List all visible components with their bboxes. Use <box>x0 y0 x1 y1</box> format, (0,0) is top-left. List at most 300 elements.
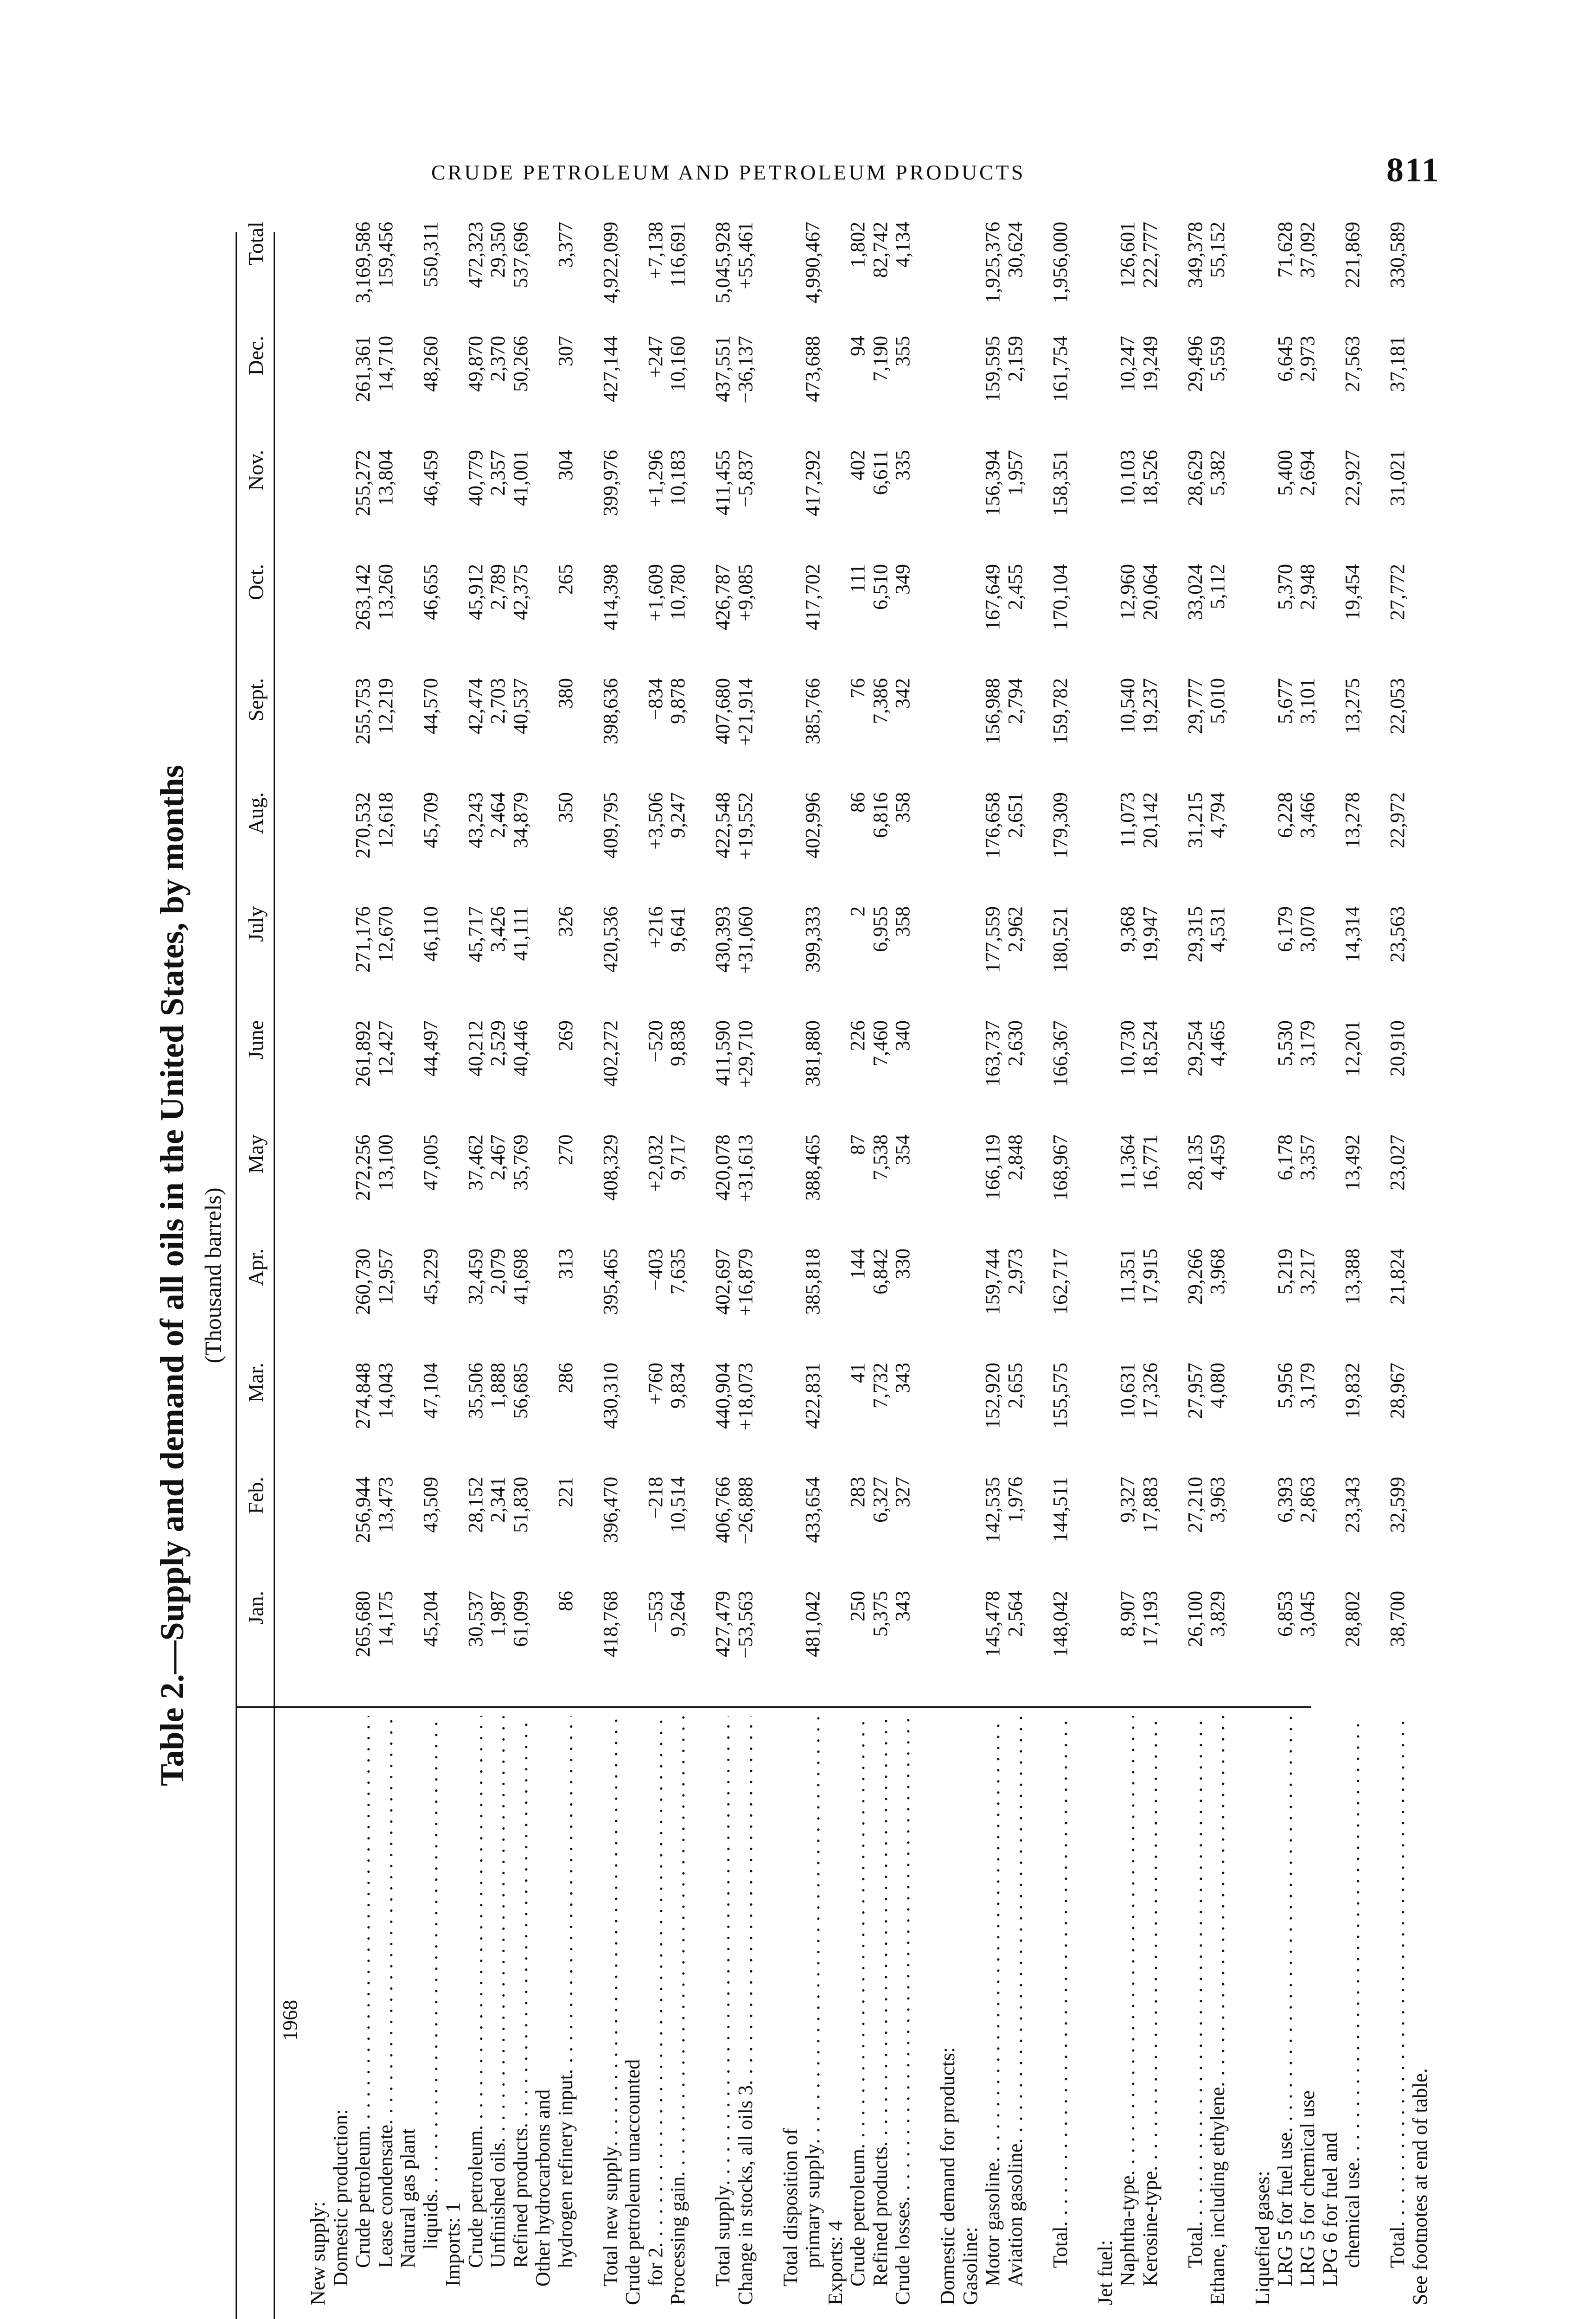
table-cell: 3,179 <box>1296 1363 1319 1409</box>
table-cell: +55,461 <box>734 222 757 289</box>
table-cell: 6,510 <box>868 564 892 610</box>
table-cell: +247 <box>644 336 667 378</box>
table-cell: 3,357 <box>1296 1134 1319 1180</box>
table-cell: 14,043 <box>374 1363 397 1419</box>
table-cell: 265 <box>554 564 577 595</box>
table-cell: 437,551 <box>711 336 734 402</box>
column-header: Feb. <box>244 1477 268 1514</box>
table-cell: 261,892 <box>351 1020 374 1087</box>
table-cell: 18,526 <box>1138 450 1162 506</box>
table-cell: 388,465 <box>801 1134 824 1201</box>
row-label: Processing gain . . . <box>666 1716 689 2305</box>
table-cell: 167,649 <box>981 564 1004 630</box>
table-cell: 350 <box>554 792 577 823</box>
table-cell: 180,521 <box>1048 906 1072 973</box>
table-cell: 10,514 <box>666 1477 689 1533</box>
table-cell: 18,524 <box>1138 1020 1162 1076</box>
table-cell: 87 <box>846 1134 869 1155</box>
table-cell: 261,361 <box>351 336 374 402</box>
table-cell: 19,249 <box>1138 336 1162 392</box>
table-cell: 272,256 <box>351 1134 374 1201</box>
table-cell: 155,575 <box>1048 1363 1072 1429</box>
column-header: Aug. <box>244 792 268 834</box>
table-cell: 221,869 <box>1341 222 1364 288</box>
table-cell: 27,563 <box>1341 336 1364 392</box>
table-cell: 41 <box>846 1363 869 1383</box>
row-label: Natural gas plant <box>396 2128 419 2268</box>
table-cell: 6,179 <box>1273 906 1296 952</box>
table-cell: 2,529 <box>486 1020 509 1066</box>
table-cell: 422,548 <box>711 792 734 858</box>
table-cell: 29,496 <box>1183 336 1207 392</box>
table-cell: 426,787 <box>711 564 734 630</box>
table-cell: 2 <box>846 906 869 916</box>
table-cell: 44,570 <box>419 678 442 734</box>
table-cell: 7,460 <box>868 1020 892 1066</box>
table-cell: +1,296 <box>644 450 667 507</box>
table-cell: 23,563 <box>1386 906 1409 962</box>
table-cell: 142,535 <box>981 1477 1004 1543</box>
table-cell: 255,272 <box>351 450 374 516</box>
table-cell: 409,795 <box>599 792 622 858</box>
table-cell: 49,870 <box>464 336 487 392</box>
row-label: for 2 . . . <box>644 1716 667 2287</box>
row-label: Domestic production: <box>329 2109 352 2287</box>
table-cell: 4,465 <box>1206 1020 1229 1066</box>
table-cell: 45,912 <box>464 564 487 620</box>
table-cell: 50,266 <box>509 336 532 392</box>
table-cell: 159,456 <box>374 222 397 288</box>
table-cell: 398,636 <box>599 678 622 744</box>
column-header: Apr. <box>244 1249 268 1286</box>
column-header: Dec. <box>244 336 268 376</box>
table-cell: 126,601 <box>1116 222 1139 288</box>
table-cell: 2,467 <box>486 1134 509 1180</box>
table-cell: 21,824 <box>1386 1249 1409 1305</box>
table-cell: 48,260 <box>419 336 442 392</box>
table-cell: 5,370 <box>1273 564 1296 610</box>
table-cell: 3,968 <box>1206 1249 1229 1294</box>
table-cell: 5,677 <box>1273 678 1296 724</box>
table-cell: 9,264 <box>666 1591 689 1637</box>
table-cell: +31,613 <box>734 1134 757 1202</box>
table-cell: 7,386 <box>868 678 892 724</box>
table-cell: 161,754 <box>1048 336 1072 402</box>
table-cell: 61,099 <box>509 1591 532 1647</box>
table-cell: 420,078 <box>711 1134 734 1201</box>
table-cell: 12,427 <box>374 1020 397 1076</box>
table-cell: 17,193 <box>1138 1591 1162 1647</box>
table-cell: 33,024 <box>1183 564 1207 620</box>
table-cell: 8,907 <box>1116 1591 1139 1637</box>
table-cell: 4,990,467 <box>801 222 824 303</box>
row-label: Motor gasoline . . . <box>981 1716 1004 2287</box>
table-cell: 6,645 <box>1273 336 1296 382</box>
table-cell: 3,169,586 <box>351 222 374 303</box>
table-cell: 402 <box>846 450 869 480</box>
table-cell: 255,753 <box>351 678 374 744</box>
table-cell: 2,848 <box>1003 1134 1027 1180</box>
table-cell: 166,367 <box>1048 1020 1072 1087</box>
table-cell: 313 <box>554 1249 577 1279</box>
row-label: primary supply . . . <box>801 1716 824 2268</box>
table-cell: 10,103 <box>1116 450 1139 506</box>
table-cell: 354 <box>891 1134 914 1165</box>
row-label: Crude petroleum unaccounted <box>621 2059 644 2305</box>
row-label: Other hydrocarbons and <box>531 2089 554 2287</box>
table-cell: 330,589 <box>1386 222 1409 288</box>
table-cell: 27,957 <box>1183 1363 1207 1419</box>
row-label: Ethane, including ethylene . . . <box>1206 1716 1229 2305</box>
table-cell: 9,838 <box>666 1020 689 1066</box>
table-cell: 349,378 <box>1183 222 1207 288</box>
table-cell: 22,972 <box>1386 792 1409 848</box>
table-cell: 3,045 <box>1296 1591 1319 1637</box>
table-cell: 5,530 <box>1273 1020 1296 1066</box>
table-cell: 46,459 <box>419 450 442 506</box>
table-cell: 270,532 <box>351 792 374 858</box>
table-cell: 2,794 <box>1003 678 1027 724</box>
table-cell: 385,818 <box>801 1249 824 1315</box>
table-cell: 27,772 <box>1386 564 1409 620</box>
table-cell: 31,021 <box>1386 450 1409 506</box>
table-cell: 327 <box>891 1477 914 1507</box>
table-cell: 6,327 <box>868 1477 892 1523</box>
table-cell: 226 <box>846 1020 869 1051</box>
table-cell: 11,364 <box>1116 1134 1139 1190</box>
table-cell: 35,506 <box>464 1363 487 1419</box>
row-label: Liquefied gases: <box>1251 2171 1274 2305</box>
table-cell: 399,976 <box>599 450 622 516</box>
table-cell: 30,624 <box>1003 222 1027 278</box>
table-cell: 3,466 <box>1296 792 1319 838</box>
table-cell: 28,802 <box>1341 1591 1364 1647</box>
table-cell: 55,152 <box>1206 222 1229 278</box>
table-cell: 7,635 <box>666 1249 689 1294</box>
table-cell: −553 <box>644 1591 667 1633</box>
table-cell: 4,794 <box>1206 792 1229 838</box>
table-cell: 330 <box>891 1249 914 1279</box>
table-cell: 7,538 <box>868 1134 892 1180</box>
table-cell: 1,956,000 <box>1048 222 1072 303</box>
row-label: Lease condensate . . . <box>374 1716 397 2268</box>
table-cell: 32,459 <box>464 1249 487 1305</box>
table-cell: 335 <box>891 450 914 480</box>
table-cell: 29,777 <box>1183 678 1207 734</box>
table-cell: 9,834 <box>666 1363 689 1409</box>
table-cell: 263,142 <box>351 564 374 630</box>
table-cell: 2,564 <box>1003 1591 1027 1637</box>
table-cell: 37,462 <box>464 1134 487 1191</box>
table-cell: 5,559 <box>1206 336 1229 382</box>
row-label: liquids . . . <box>419 1716 442 2249</box>
table-cell: 144 <box>846 1249 869 1279</box>
table-cell: 170,104 <box>1048 564 1072 630</box>
table-cell: 2,973 <box>1296 336 1319 382</box>
table-cell: 417,702 <box>801 564 824 630</box>
table-cell: 430,393 <box>711 906 734 973</box>
table-cell: 9,327 <box>1116 1477 1139 1523</box>
column-header: Sept. <box>244 678 268 722</box>
table-cell: 179,309 <box>1048 792 1072 858</box>
table-cell: 159,782 <box>1048 678 1072 744</box>
table-cell: 45,717 <box>464 906 487 962</box>
table-cell: 414,398 <box>599 564 622 630</box>
year-label: 1968 <box>279 2000 301 2041</box>
table-cell: 2,863 <box>1296 1477 1319 1523</box>
table-cell: 9,247 <box>666 792 689 838</box>
table-cell: 168,967 <box>1048 1134 1072 1201</box>
row-label: Crude petroleum . . . <box>464 1716 487 2268</box>
table-cell: 27,210 <box>1183 1477 1207 1533</box>
table-cell: 152,920 <box>981 1363 1004 1429</box>
table-cell: 550,311 <box>419 222 442 288</box>
table-cell: −834 <box>644 678 667 720</box>
table-cell: +21,914 <box>734 678 757 746</box>
table-cell: 396,470 <box>599 1477 622 1543</box>
table-cell: 42,474 <box>464 678 487 734</box>
table-cell: +18,073 <box>734 1363 757 1430</box>
table-cell: 537,696 <box>509 222 532 288</box>
table-cell: 45,229 <box>419 1249 442 1305</box>
table-cell: 5,045,928 <box>711 222 734 303</box>
row-label: Crude losses . . . <box>891 1716 914 2305</box>
table-cell: 3,377 <box>554 222 577 268</box>
table-cell: 340 <box>891 1020 914 1051</box>
table-cell: 6,853 <box>1273 1591 1296 1637</box>
table-cell: 20,910 <box>1386 1020 1409 1076</box>
table-cell: 355 <box>891 336 914 366</box>
table-cell: 12,219 <box>374 678 397 734</box>
table-cell: 2,962 <box>1003 906 1027 952</box>
table-cell: 40,779 <box>464 450 487 506</box>
column-header: June <box>244 1020 268 1060</box>
table-cell: 2,630 <box>1003 1020 1027 1066</box>
row-label: Total . . . <box>1183 1716 1207 2268</box>
table-cell: 2,703 <box>486 678 509 724</box>
table-cell: 45,204 <box>419 1591 442 1647</box>
row-label: Refined products . . . <box>509 1716 532 2268</box>
table-cell: 51,830 <box>509 1477 532 1533</box>
table-cell: 407,680 <box>711 678 734 744</box>
row-label: LPG 6 for fuel and <box>1318 2132 1341 2287</box>
table-cell: 395,465 <box>599 1249 622 1315</box>
table-cell: 31,215 <box>1183 792 1207 848</box>
table-cell: 13,492 <box>1341 1134 1364 1191</box>
table-cell: 10,247 <box>1116 336 1139 392</box>
row-label: hydrogen refinery input . . . <box>554 1716 577 2268</box>
table-cell: 156,394 <box>981 450 1004 516</box>
table-cell: 2,973 <box>1003 1249 1027 1294</box>
table-cell: 19,832 <box>1341 1363 1364 1419</box>
table-cell: 23,343 <box>1341 1477 1364 1533</box>
table-cell: 11,351 <box>1116 1249 1139 1304</box>
table-cell: 408,329 <box>599 1134 622 1201</box>
table-cell: 156,988 <box>981 678 1004 744</box>
table-cell: 14,175 <box>374 1591 397 1647</box>
table-cell: 19,237 <box>1138 678 1162 734</box>
table-cell: 29,266 <box>1183 1249 1207 1305</box>
row-label: Kerosine-type . . . <box>1138 1716 1162 2287</box>
table-cell: 41,698 <box>509 1249 532 1305</box>
table-cell: 17,883 <box>1138 1477 1162 1533</box>
table-cell: 5,956 <box>1273 1363 1296 1409</box>
table-cell: 4,080 <box>1206 1363 1229 1409</box>
table-cell: 9,368 <box>1116 906 1139 952</box>
table-cell: 481,042 <box>801 1591 824 1657</box>
table-cell: 13,804 <box>374 450 397 506</box>
table-cell: 7,732 <box>868 1363 892 1409</box>
rotated-table <box>153 222 1431 2319</box>
table-cell: +29,710 <box>734 1020 757 1088</box>
table-cell: 2,789 <box>486 564 509 610</box>
table-cell: 1,976 <box>1003 1477 1027 1523</box>
table-cell: 82,742 <box>868 222 892 278</box>
table-cell: 38,700 <box>1386 1591 1409 1647</box>
table-cell: 265,680 <box>351 1591 374 1657</box>
table-cell: 2,079 <box>486 1249 509 1294</box>
row-label: Change in stocks, all oils 3 . . . <box>734 1716 757 2305</box>
table-cell: 45,709 <box>419 792 442 848</box>
table-cell: 145,478 <box>981 1591 1004 1657</box>
table-cell: 40,537 <box>509 678 532 734</box>
table-cell: 41,001 <box>509 450 532 506</box>
table-cell: 29,315 <box>1183 906 1207 962</box>
table-cell: 19,454 <box>1341 564 1364 620</box>
table-cell: 10,160 <box>666 336 689 392</box>
table-cell: 11,073 <box>1116 792 1139 848</box>
table-cell: 304 <box>554 450 577 480</box>
table-title: Table 2.—Supply and demand of all oils in the United States, by months <box>153 765 191 1786</box>
table-cell: 3,829 <box>1206 1591 1229 1637</box>
table-cell: 5,010 <box>1206 678 1229 724</box>
table-cell: 34,879 <box>509 792 532 848</box>
table-cell: 42,375 <box>509 564 532 620</box>
table-cell: 12,957 <box>374 1249 397 1305</box>
table-cell: 28,629 <box>1183 450 1207 506</box>
table-cell: 94 <box>846 336 869 356</box>
table-cell: 473,688 <box>801 336 824 402</box>
table-cell: 10,631 <box>1116 1363 1139 1419</box>
table-cell: 3,070 <box>1296 906 1319 952</box>
table-cell: 274,848 <box>351 1363 374 1429</box>
label-column-rule <box>236 1706 1311 1708</box>
table-cell: 6,228 <box>1273 792 1296 838</box>
table-cell: +3,506 <box>644 792 667 850</box>
table-cell: 2,341 <box>486 1477 509 1523</box>
table-cell: 411,590 <box>711 1020 734 1086</box>
table-cell: 3,179 <box>1296 1020 1319 1066</box>
table-cell: 307 <box>554 336 577 366</box>
row-label: Domestic demand for products: <box>936 2047 959 2305</box>
table-cell: +1,609 <box>644 564 667 621</box>
table-cell: +2,032 <box>644 1134 667 1192</box>
table-cell: 6,842 <box>868 1249 892 1294</box>
table-cell: 12,670 <box>374 906 397 962</box>
table-cell: 9,878 <box>666 678 689 724</box>
table-cell: 472,323 <box>464 222 487 288</box>
table-cell: 1,802 <box>846 222 869 268</box>
table-cell: 358 <box>891 792 914 823</box>
table-cell: 326 <box>554 906 577 937</box>
table-cell: 13,278 <box>1341 792 1364 848</box>
table-cell: 10,730 <box>1116 1020 1139 1076</box>
table-cell: 144,511 <box>1048 1477 1072 1543</box>
row-label: Exports: 4 <box>824 2220 847 2305</box>
table-cell: 158,351 <box>1048 450 1072 516</box>
table-cell: 270 <box>554 1134 577 1165</box>
table-cell: 6,393 <box>1273 1477 1296 1523</box>
table-cell: 1,888 <box>486 1363 509 1409</box>
table-cell: +216 <box>644 906 667 948</box>
table-cell: 13,388 <box>1341 1249 1364 1305</box>
table-cell: 2,159 <box>1003 336 1027 382</box>
table-cell: 2,655 <box>1003 1363 1027 1409</box>
table-cell: 30,537 <box>464 1591 487 1647</box>
row-label: chemical use . . . <box>1341 1716 1364 2268</box>
table-cell: 162,717 <box>1048 1249 1072 1315</box>
table-cell: 163,737 <box>981 1020 1004 1087</box>
row-label: Total . . . <box>1385 1716 1409 2268</box>
row-label: Total . . . <box>1048 1716 1072 2268</box>
row-label: See footnotes at end of table. <box>1408 2068 1431 2305</box>
row-label: Naphtha-type . . . <box>1116 1716 1139 2287</box>
table-cell: 6,955 <box>868 906 892 952</box>
table-cell: 402,272 <box>599 1020 622 1087</box>
table-cell: 3,963 <box>1206 1477 1229 1523</box>
table-cell: 41,111 <box>509 906 532 961</box>
row-label: Unfinished oils . . . <box>486 1716 510 2268</box>
table-cell: 440,904 <box>711 1363 734 1429</box>
table-cell: −520 <box>644 1020 667 1063</box>
table-cell: 427,144 <box>599 336 622 402</box>
table-cell: 1,925,376 <box>981 222 1004 303</box>
row-label: Gasoline: <box>958 2227 982 2305</box>
table-cell: 2,357 <box>486 450 509 496</box>
table-cell: −36,137 <box>734 336 757 404</box>
table-cell: −5,837 <box>734 450 757 507</box>
table-cell: 166,119 <box>981 1134 1004 1200</box>
table-cell: 17,326 <box>1138 1363 1162 1419</box>
header-bottom-rule <box>274 232 275 2319</box>
table-cell: 46,110 <box>419 906 442 962</box>
table-cell: 47,005 <box>419 1134 442 1191</box>
table-units: (Thousand barrels) <box>200 1187 226 1364</box>
table-cell: −53,563 <box>734 1591 757 1659</box>
table-cell: 29,254 <box>1183 1020 1207 1076</box>
table-cell: 28,967 <box>1386 1363 1409 1419</box>
table-cell: 385,766 <box>801 678 824 744</box>
table-cell: 22,053 <box>1386 678 1409 734</box>
table-cell: 17,915 <box>1138 1249 1162 1305</box>
table-cell: 7,190 <box>868 336 892 382</box>
table-cell: 12,201 <box>1341 1020 1364 1076</box>
table-cell: −218 <box>644 1477 667 1519</box>
table-cell: 32,599 <box>1386 1477 1409 1533</box>
table-cell: 4,531 <box>1206 906 1229 952</box>
table-cell: 5,219 <box>1273 1249 1296 1294</box>
table-cell: +7,138 <box>644 222 667 279</box>
table-cell: +9,085 <box>734 564 757 621</box>
table-cell: 2,694 <box>1296 450 1319 496</box>
table-cell: 10,780 <box>666 564 689 620</box>
table-cell: 111 <box>846 564 869 593</box>
table-cell: 420,536 <box>599 906 622 973</box>
table-cell: 37,181 <box>1386 336 1409 392</box>
table-cell: 260,730 <box>351 1249 374 1315</box>
table-cell: 3,426 <box>486 906 509 952</box>
table-cell: 43,243 <box>464 792 487 848</box>
